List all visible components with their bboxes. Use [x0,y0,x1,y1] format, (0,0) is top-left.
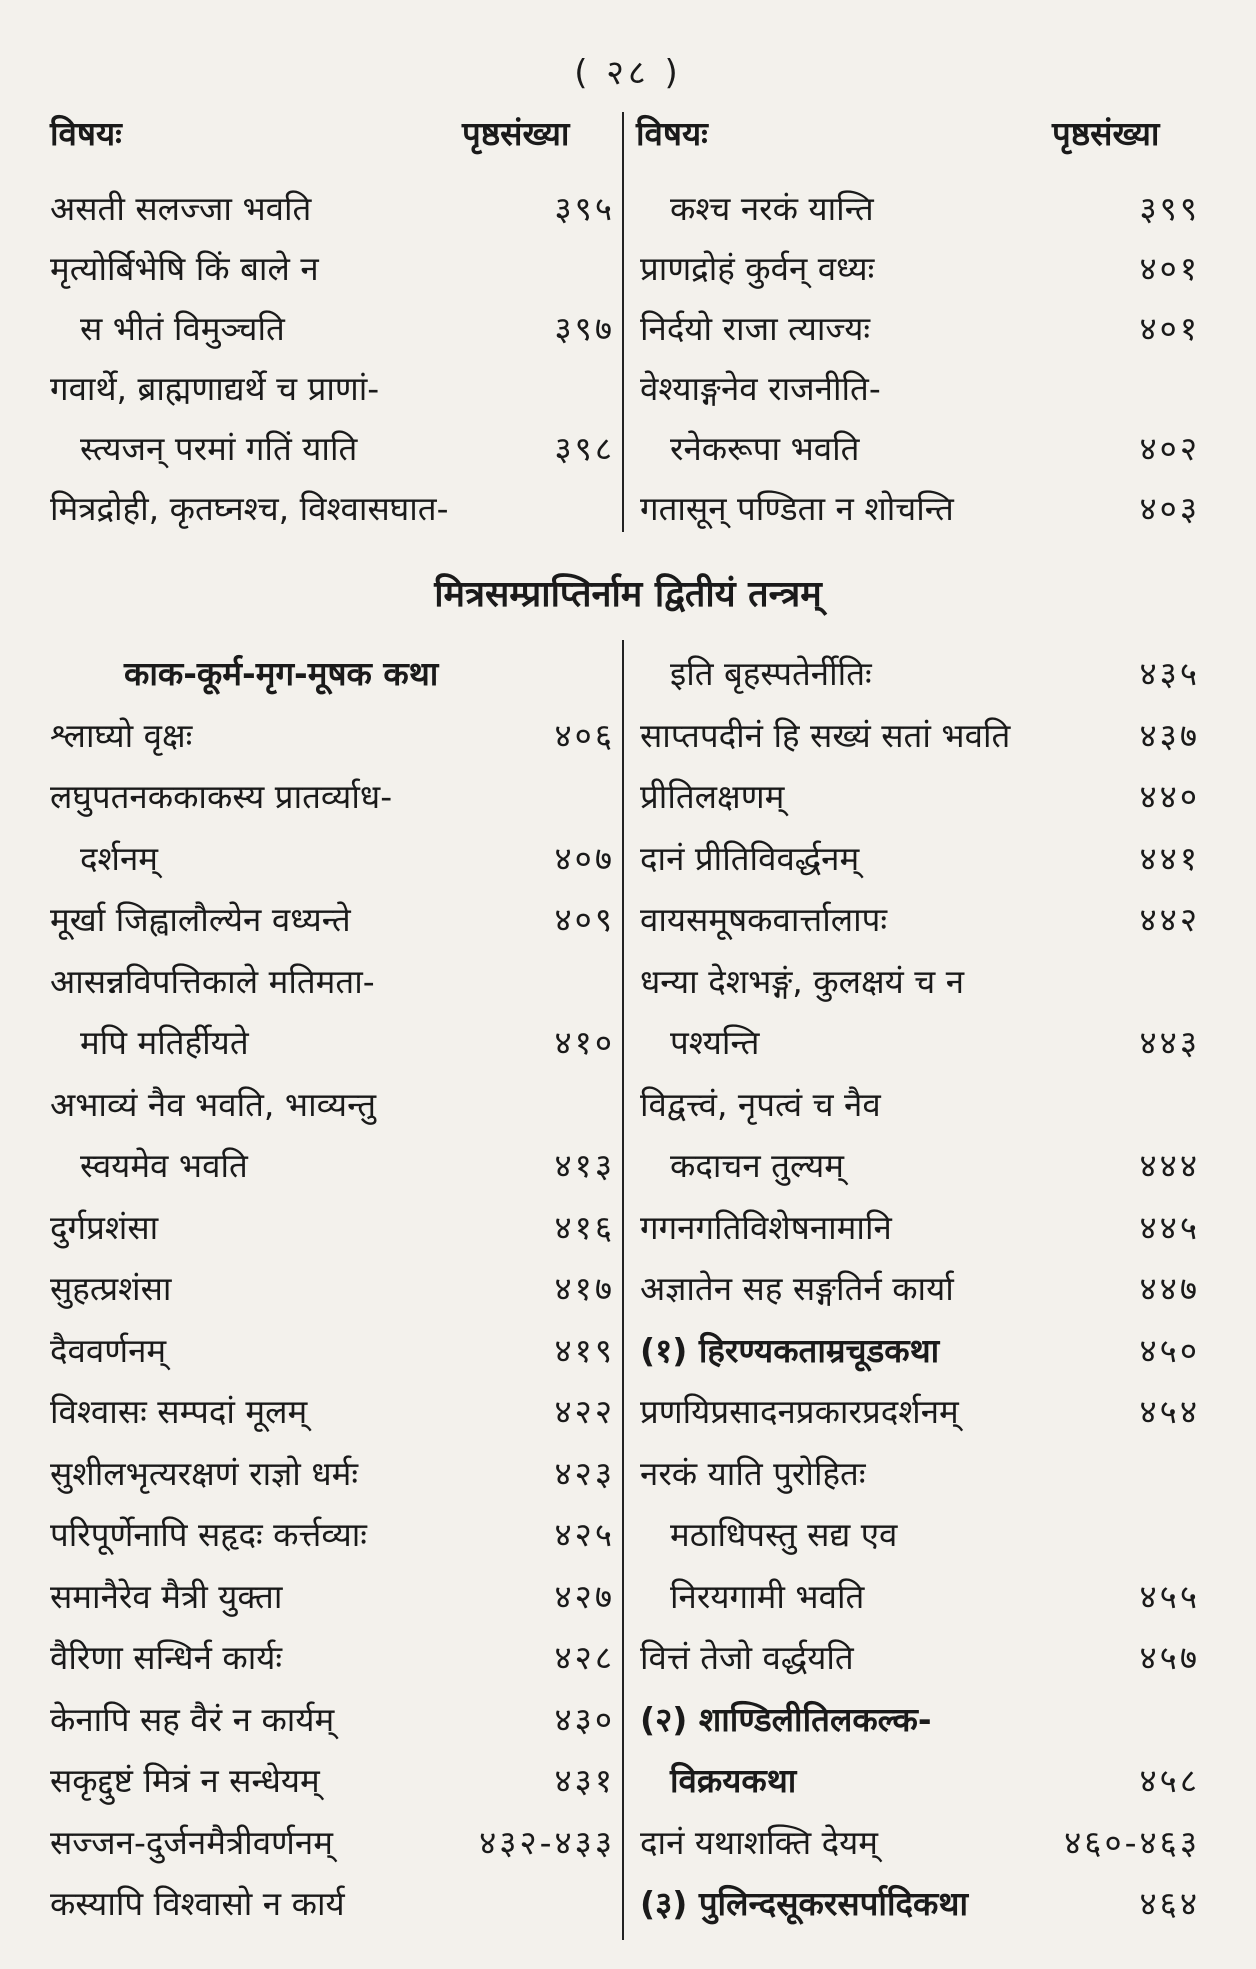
toc-entry [640,712,1200,770]
toc-entry [640,1696,1200,1754]
toc-entry [50,896,615,954]
toc-entry [640,1819,1200,1877]
toc-entry-title: वैरिणा सन्धिर्न कार्यः [50,1638,283,1677]
toc-entry-title: प्राणद्रोहं कुर्वन् वध्यः [640,249,875,288]
toc-entry [50,485,615,543]
toc-entry [50,650,615,708]
toc-entry-title: सकृद्दुष्टं मित्रं न सन्धेयम् [50,1761,320,1800]
toc-entry-page: ४४४ [1139,1146,1200,1185]
toc-entry-title: आसन्नविपत्तिकाले मतिमता- [50,961,375,1001]
toc-entry-title: विक्रयकथा [670,1761,797,1800]
toc-entry-title: समानैरेव मैत्री युक्ता [50,1576,283,1616]
toc-entry-title: काक-कूर्म-मृग-मूषक कथा [124,654,439,693]
toc-entry [50,365,615,423]
toc-entry-page: ४५८ [1139,1761,1200,1800]
toc-entry [50,1019,615,1077]
toc-entry [50,773,615,831]
toc-entry-title: मित्रद्रोही, कृतघ्नश्च, विश्वासघात- [50,489,449,528]
toc-entry [50,1204,615,1262]
toc-entry-title: असती सलज्जा भवति [50,189,312,228]
toc-entry [50,1819,615,1877]
toc-entry-title: कश्च नरकं यान्ति [670,189,874,228]
toc-entry-title: मूर्खा जिह्वालौल्येन वध्यन्ते [50,900,351,939]
toc-entry-page: ४४३ [1139,1023,1200,1062]
toc-entry-page: ४२५ [554,1515,615,1554]
toc-entry-page: ४३२-४३३ [479,1822,615,1862]
toc-entry-page: ३९९ [1139,189,1200,228]
toc-entry-page: ४०१ [1139,249,1200,288]
toc-entry-title: मपि मतिर्हीयते [80,1023,249,1062]
toc-entry-title: विद्वत्त्वं, नृपत्वं च नैव [640,1084,881,1124]
toc-entry [640,1573,1200,1631]
toc-entry-title: वायसमूषकवार्त्तालापः [640,900,888,939]
toc-entry-title: दुर्गप्रशंसा [50,1207,159,1247]
toc-entry [50,712,615,770]
toc-entry [50,1450,615,1508]
toc-entry-title: पश्यन्ति [670,1023,760,1062]
toc-entry-title: कस्यापि विश्वासो न कार्य [50,1884,345,1923]
toc-entry-page: ४४२ [1139,900,1200,939]
toc-entry-title: परिपूर्णेनापि सहृदः कर्त्तव्याः [50,1515,367,1554]
toc-entry-title: गगनगतिविशेषनामानि [640,1207,892,1247]
toc-entry [50,1265,615,1323]
left-subject-header: विषयः [50,114,122,153]
toc-entry-title: साप्तपदीनं हि सख्यं सतां भवति [640,715,1011,755]
right-subject-header: विषयः [636,114,708,153]
toc-entry-page: ४५७ [1139,1638,1200,1677]
toc-entry [640,1511,1200,1569]
toc-entry-page: ४२७ [554,1576,615,1616]
toc-entry-page: ३९५ [554,189,615,228]
toc-entry-title: स्त्यजन् परमां गतिं याति [80,429,358,468]
toc-entry-page: ४१७ [554,1269,615,1308]
toc-entry [640,773,1200,831]
toc-entry-title: धन्या देशभङ्गं, कुलक्षयं च न [640,961,965,1001]
toc-entry-title: गवार्थे, ब्राह्मणाद्यर्थे च प्राणां- [50,369,380,408]
toc-entry [640,896,1200,954]
toc-entry-title: वित्तं तेजो वर्द्धयति [640,1638,854,1677]
toc-entry-title: प्रीतिलक्षणम् [640,777,785,816]
toc-entry-page: ४४० [1139,777,1200,816]
toc-entry [50,835,615,893]
toc-entry-title: निर्दयो राजा त्याज्यः [640,309,871,348]
toc-entry-page: ४४७ [1139,1269,1200,1308]
toc-entry-page: ४१३ [554,1146,615,1185]
toc-entry-page: ४३७ [1139,715,1200,755]
toc-entry-page: ४०७ [554,838,615,878]
toc-entry-page: ४४५ [1139,1207,1200,1247]
toc-entry [640,305,1200,363]
toc-entry [50,1327,615,1385]
toc-entry-title: दानं प्रीतिविवर्द्धनम् [640,838,860,878]
left-page-header: पृष्ठसंख्या [462,114,570,153]
toc-entry [50,1757,615,1815]
toc-entry-page: ४५४ [1139,1392,1200,1431]
toc-entry [50,1634,615,1692]
toc-entry-title: रनेकरूपा भवति [670,429,860,468]
toc-entry-page: ४२३ [554,1453,615,1493]
toc-entry-page: ३९७ [554,309,615,348]
toc-entry-page: ४०३ [1139,489,1200,528]
toc-entry [640,1265,1200,1323]
toc-entry [50,1388,615,1446]
toc-entry [50,245,615,303]
top-column-divider [622,112,624,532]
toc-entry-page: ४२२ [554,1392,615,1431]
toc-entry-title: केनापि सह वैरं न कार्यम् [50,1699,335,1739]
toc-entry-page: ४३५ [1139,654,1200,693]
toc-entry-title: कदाचन तुल्यम् [670,1146,844,1185]
toc-entry [640,1757,1200,1815]
toc-entry-page: ४५५ [1139,1576,1200,1616]
toc-entry [50,1081,615,1139]
toc-entry [640,1204,1200,1262]
toc-entry [640,1327,1200,1385]
toc-entry [50,185,615,243]
toc-entry-title: मठाधिपस्तु सद्य एव [670,1515,898,1554]
toc-entry-title: सुहत्प्रशंसा [50,1269,172,1308]
toc-entry [640,1450,1200,1508]
toc-entry-title: अभाव्यं नैव भवति, भाव्यन्तु [50,1084,377,1124]
toc-entry [640,835,1200,893]
toc-entry [50,958,615,1016]
toc-entry-page: ४४१ [1139,838,1200,878]
toc-entry [640,958,1200,1016]
toc-entry-title: विश्वासः सम्पदां मूलम् [50,1392,308,1431]
page-number: ( २८ ) [574,53,682,93]
toc-entry-title: (२) शाण्डिलीतिलकल्क- [640,1699,932,1739]
toc-entry-title: अज्ञातेन सह सङ्गतिर्न कार्या [640,1269,954,1308]
toc-entry [640,1081,1200,1139]
toc-entry [50,1573,615,1631]
toc-entry [50,1696,615,1754]
toc-entry-page: ४१६ [554,1207,615,1247]
toc-entry-page: ४०२ [1139,429,1200,468]
toc-entry [640,1388,1200,1446]
toc-entry-title: निरयगामी भवति [670,1576,865,1616]
section-title: मित्रसम्प्राप्तिर्नाम द्वितीयं तन्त्रम् [434,574,822,615]
toc-entry-title: नरकं याति पुरोहितः [640,1453,866,1493]
toc-entry-page: ४१० [554,1023,615,1062]
toc-entry-title: श्लाघ्यो वृक्षः [50,715,193,755]
toc-entry-title: लघुपतनककाकस्य प्रातर्व्याध- [50,777,393,816]
toc-entry [640,1142,1200,1200]
toc-entry-title: प्रणयिप्रसादनप्रकारप्रदर्शनम् [640,1392,959,1431]
toc-entry-title: मृत्योर्बिभेषि किं बाले न [50,249,319,288]
toc-entry [50,1880,615,1938]
toc-entry-title: सज्जन-दुर्जनमैत्रीवर्णनम् [50,1822,333,1862]
toc-entry-page: ४३० [554,1699,615,1739]
toc-entry-title: दर्शनम् [80,838,159,878]
right-page-header: पृष्ठसंख्या [1052,114,1160,153]
toc-entry-page: ४३१ [554,1761,615,1800]
toc-entry [50,425,615,483]
toc-entry-title: स भीतं विमुञ्चति [80,309,285,348]
toc-entry [640,245,1200,303]
toc-entry-page: ३९८ [554,429,615,468]
toc-entry-title: इति बृहस्पतेर्नीतिः [670,654,872,693]
toc-entry-title: (१) हिरण्यकताम्रचूडकथा [640,1330,940,1370]
toc-entry-title: दैववर्णनम् [50,1330,167,1370]
toc-entry-title: दानं यथाशक्ति देयम् [640,1822,879,1862]
toc-entry-page: ४०६ [554,715,615,755]
toc-entry [50,1511,615,1569]
toc-entry-title: गतासून् पण्डिता न शोचन्ति [640,489,954,528]
toc-entry-page: ४१९ [554,1330,615,1370]
toc-entry [50,1142,615,1200]
toc-entry [640,365,1200,423]
toc-entry-page: ४०१ [1139,309,1200,348]
toc-entry-title: स्वयमेव भवति [80,1146,248,1185]
toc-entry-page: ४२८ [554,1638,615,1677]
toc-entry [640,1634,1200,1692]
bottom-column-divider [622,640,624,1940]
toc-entry [640,650,1200,708]
toc-entry [640,1019,1200,1077]
toc-entry-title: सुशीलभृत्यरक्षणं राज्ञो धर्मः [50,1453,359,1493]
toc-entry-page: ४०९ [554,900,615,939]
toc-entry-title: (३) पुलिन्दसूकरसर्पादिकथा [640,1884,968,1923]
toc-entry [640,1880,1200,1938]
toc-entry [640,425,1200,483]
toc-entry [640,485,1200,543]
toc-entry-page: ४६४ [1139,1884,1200,1923]
toc-entry-page: ४६०-४६३ [1064,1822,1200,1862]
toc-entry-title: वेश्याङ्गनेव राजनीति- [640,369,881,408]
toc-entry [50,305,615,363]
toc-entry [640,185,1200,243]
toc-entry-page: ४५० [1139,1330,1200,1370]
